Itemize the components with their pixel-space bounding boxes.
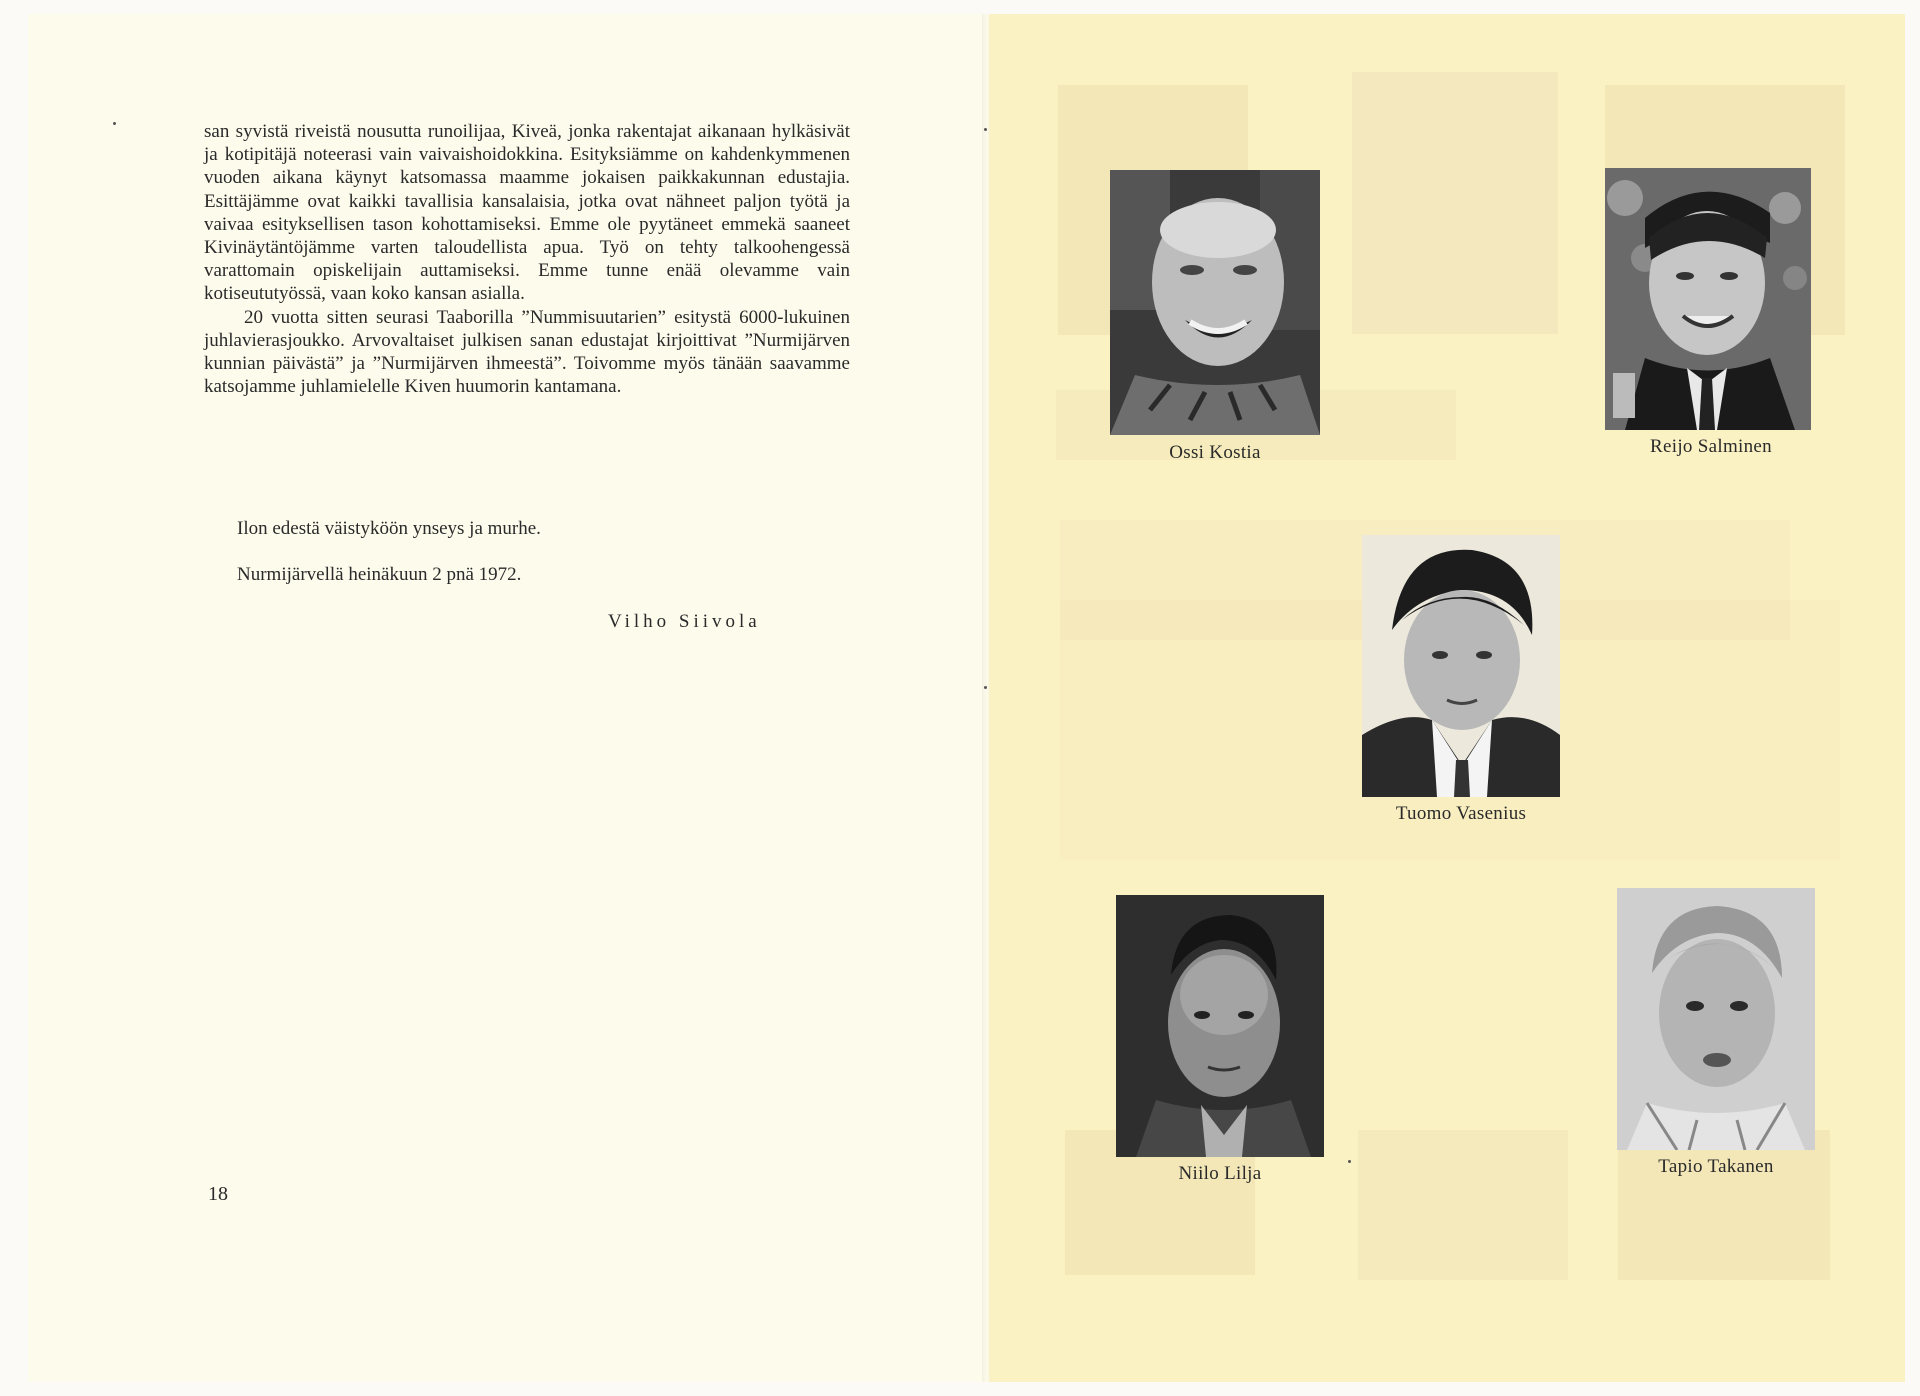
show-through-photo — [1352, 72, 1558, 334]
signature: Vilho Siivola — [608, 611, 761, 632]
paper-speck — [113, 122, 116, 125]
motto: Ilon edestä väistyköön ynseys ja murhe. — [237, 518, 541, 539]
photo-tapio-takanen — [1617, 888, 1815, 1150]
caption-reijo-salminen: Reijo Salminen — [1650, 436, 1772, 457]
show-through-photo — [1358, 1130, 1568, 1280]
page-number: 18 — [208, 1183, 228, 1205]
paper-speck — [984, 686, 987, 689]
paragraph-2: 20 vuotta sitten seurasi Taaborilla ”Nummisuutarien” esitystä 6000-lukuinen juhlavierasjoukko. Arvovaltaiset julkisen sanan edustajat kirjoittivat ”Nurmijärven kunnian päivästä” ja ”Nurmijärven ihmeestä”. Toivomme myös tänään saavamme katsojamme juhlamielelle Kiven huumorin kantamana. — [204, 306, 850, 398]
portrait-ossi-kostia — [1110, 170, 1320, 470]
photo-ossi-kostia — [1110, 170, 1320, 435]
caption-tuomo-vasenius: Tuomo Vasenius — [1395, 803, 1527, 824]
portrait-tuomo-vasenius — [1362, 535, 1560, 830]
caption-tapio-takanen: Tapio Takanen — [1658, 1156, 1774, 1177]
caption-niilo-lilja: Niilo Lilja — [1178, 1163, 1262, 1184]
portrait-niilo-lilja — [1116, 895, 1324, 1195]
photo-niilo-lilja — [1116, 895, 1324, 1157]
photo-reijo-salminen — [1605, 168, 1811, 430]
photo-tuomo-vasenius — [1362, 535, 1560, 797]
caption-ossi-kostia: Ossi Kostia — [1169, 442, 1261, 463]
dateline: Nurmijärvellä heinäkuun 2 pnä 1972. — [237, 564, 522, 585]
portrait-tapio-takanen — [1617, 888, 1815, 1188]
body-text — [204, 120, 850, 398]
paper-speck — [984, 128, 987, 131]
paragraph-1: san syvistä riveistä nousutta runoilijaa, Kiveä, jonka rakentajat aikanaan hylkäsivät ja kotipitäjä noteerasi vain vaivaishoidokkina. Esityksiämme on kahdenkymmenen vuoden aikana käynyt katsomassa maamme jokaisen paikkakunnan edustajia. Esittäjämme ovat kaikki tavallisia kansalaisia, jotka ovat nähneet paljon työtä ja vaivaa esityksellisen tason kohottamiseksi. Emme ole pyytäneet emmekä saaneet Kivinäytäntöjämme varten taloudellista apua. Työ on tehty talkoohengessä varattomain opiskelijain auttamiseksi. Emme tunne enää olevamme vain kotiseututyössä, vaan koko kansan asialla. — [204, 121, 850, 305]
portrait-reijo-salminen — [1605, 168, 1817, 468]
paper-speck — [1348, 1160, 1351, 1163]
